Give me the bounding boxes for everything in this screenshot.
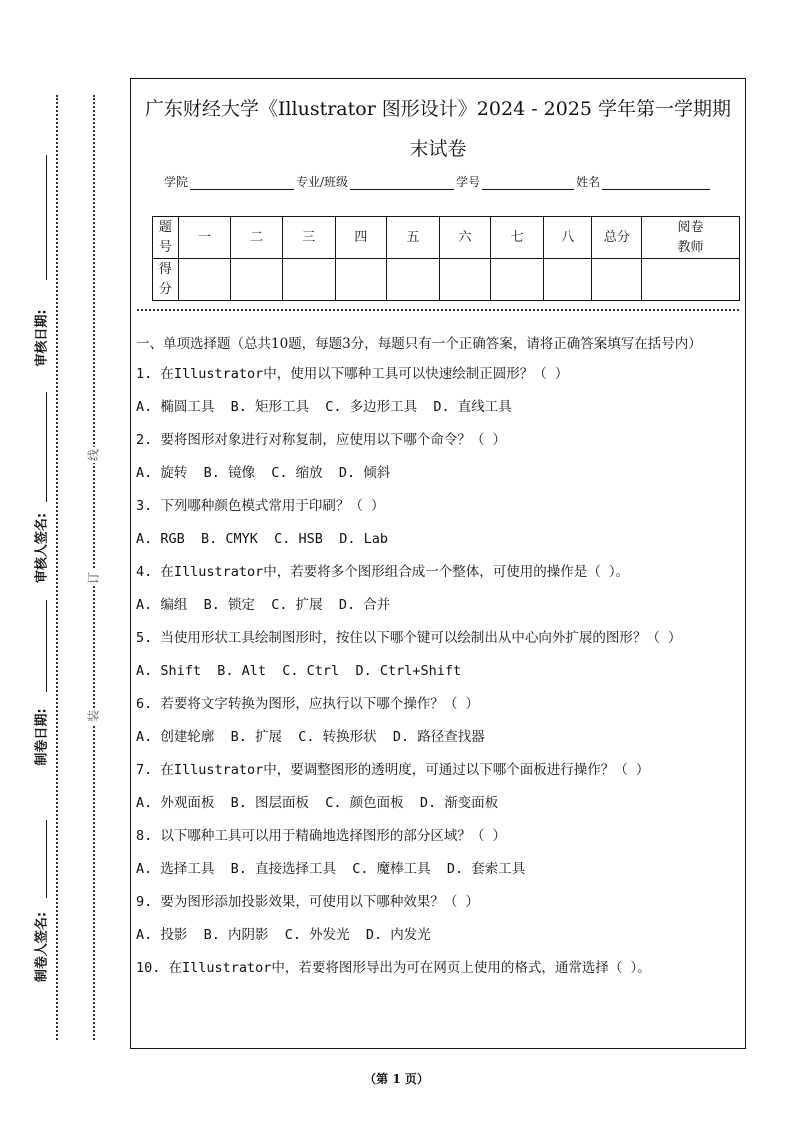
question-text: 7. 在Illustrator中，要调整图形的透明度，可通过以下哪个面板进行操作？（ ） bbox=[136, 762, 650, 778]
name-label: 姓名 bbox=[576, 175, 601, 189]
question-text: 4. 在Illustrator中，若要将多个图形组合成一个整体，可使用的操作是（ ）。 bbox=[136, 564, 630, 580]
score-cell[interactable] bbox=[592, 259, 642, 301]
exam-frame bbox=[130, 78, 746, 1049]
exam-title: 广东财经大学《Illustrator 图形设计》2024 - 2025 学年第一学期期 bbox=[144, 98, 732, 120]
question-text: 5. 当使用形状工具绘制图形时，按住以下哪个键可以绘制出从中心向外扩展的图形？（ ） bbox=[136, 630, 682, 646]
reviewer-sign-line bbox=[46, 392, 47, 502]
score-cell[interactable] bbox=[543, 259, 591, 301]
score-cell[interactable] bbox=[491, 259, 544, 301]
question-options: A. 编组 B. 锁定 C. 扩展 D. 合并 bbox=[136, 597, 391, 613]
student-id-label: 学号 bbox=[456, 175, 481, 189]
question-options: A. 外观面板 B. 图层面板 C. 颜色面板 D. 渐变面板 bbox=[136, 795, 499, 811]
header-cell: 四 bbox=[335, 217, 387, 259]
question-options: A. 旋转 B. 镜像 C. 缩放 D. 倾斜 bbox=[136, 465, 391, 481]
maker-sign-label: 制卷人签名: bbox=[34, 911, 50, 983]
question-text: 2. 要将图形对象进行对称复制，应使用以下哪个命令？（ ） bbox=[136, 432, 507, 448]
cut-line-outer bbox=[56, 95, 58, 1040]
score-cell[interactable] bbox=[641, 259, 739, 301]
bind-mark: 线 bbox=[86, 448, 101, 462]
reviewer-sign-label: 审核人签名: bbox=[34, 512, 50, 584]
score-cell[interactable] bbox=[178, 259, 231, 301]
header-cell: 一 bbox=[178, 217, 231, 259]
question-options: A. Shift B. Alt C. Ctrl D. Ctrl+Shift bbox=[136, 663, 462, 679]
college-label: 学院 bbox=[164, 175, 189, 189]
score-label: 得分 bbox=[153, 259, 179, 301]
review-date-label: 审核日期: bbox=[34, 309, 50, 367]
major-label: 专业/班级 bbox=[296, 175, 349, 189]
question-options: A. 创建轮廓 B. 扩展 C. 转换形状 D. 路径查找器 bbox=[136, 729, 485, 745]
question-text: 3. 下列哪种颜色模式常用于印刷？（ ） bbox=[136, 498, 385, 514]
question-text: 10. 在Illustrator中，若要将图形导出为可在网页上使用的格式，通常选择（ ）。 bbox=[136, 960, 651, 976]
student-id-field[interactable] bbox=[482, 176, 574, 190]
binding-line bbox=[93, 95, 95, 1040]
question-text: 6. 若要将文字转换为图形，应执行以下哪个操作？（ ） bbox=[136, 696, 480, 712]
student-info bbox=[164, 174, 740, 190]
score-cell[interactable] bbox=[231, 259, 283, 301]
review-date-line bbox=[46, 155, 47, 280]
bind-mark: 订 bbox=[86, 571, 101, 585]
question-options: A. RGB B. CMYK C. HSB D. Lab bbox=[136, 531, 388, 547]
question-options: A. 投影 B. 内阴影 C. 外发光 D. 内发光 bbox=[136, 927, 431, 943]
page-number: （第 1 页） bbox=[364, 1072, 429, 1086]
header-cell: 七 bbox=[491, 217, 544, 259]
question-options: A. 选择工具 B. 直接选择工具 C. 魔棒工具 D. 套索工具 bbox=[136, 861, 526, 877]
header-cell: 六 bbox=[439, 217, 491, 259]
question-text: 9. 要为图形添加投影效果，可使用以下哪种效果？（ ） bbox=[136, 894, 480, 910]
make-date-label: 制卷日期: bbox=[34, 708, 50, 766]
score-cell[interactable] bbox=[387, 259, 440, 301]
header-cell: 总分 bbox=[592, 217, 642, 259]
score-cell[interactable] bbox=[335, 259, 387, 301]
header-cell: 阅卷教师 bbox=[641, 217, 739, 259]
exam-title-cont: 末试卷 bbox=[409, 138, 467, 160]
name-field[interactable] bbox=[602, 176, 710, 190]
college-field[interactable] bbox=[190, 176, 294, 190]
score-cell[interactable] bbox=[282, 259, 335, 301]
major-field[interactable] bbox=[350, 176, 454, 190]
make-date-line bbox=[46, 600, 47, 692]
section-heading: 一、单项选择题（总共10题，每题3分，每题只有一个正确答案，请将正确答案填写在括号内） bbox=[136, 336, 702, 352]
header-cell: 二 bbox=[231, 217, 283, 259]
divider bbox=[137, 309, 739, 311]
score-table bbox=[152, 216, 740, 301]
question-text: 1. 在Illustrator中，使用以下哪种工具可以快速绘制正圆形？（ ） bbox=[136, 366, 569, 382]
bind-mark: 装 bbox=[86, 709, 101, 723]
header-label: 题号 bbox=[153, 217, 179, 259]
question-options: A. 椭圆工具 B. 矩形工具 C. 多边形工具 D. 直线工具 bbox=[136, 399, 512, 415]
score-cell[interactable] bbox=[439, 259, 491, 301]
header-cell: 五 bbox=[387, 217, 440, 259]
header-cell: 三 bbox=[282, 217, 335, 259]
maker-sign-line bbox=[46, 820, 47, 898]
header-cell: 八 bbox=[543, 217, 591, 259]
question-text: 8. 以下哪种工具可以用于精确地选择图形的部分区域？（ ） bbox=[136, 828, 507, 844]
question-list bbox=[136, 333, 742, 991]
